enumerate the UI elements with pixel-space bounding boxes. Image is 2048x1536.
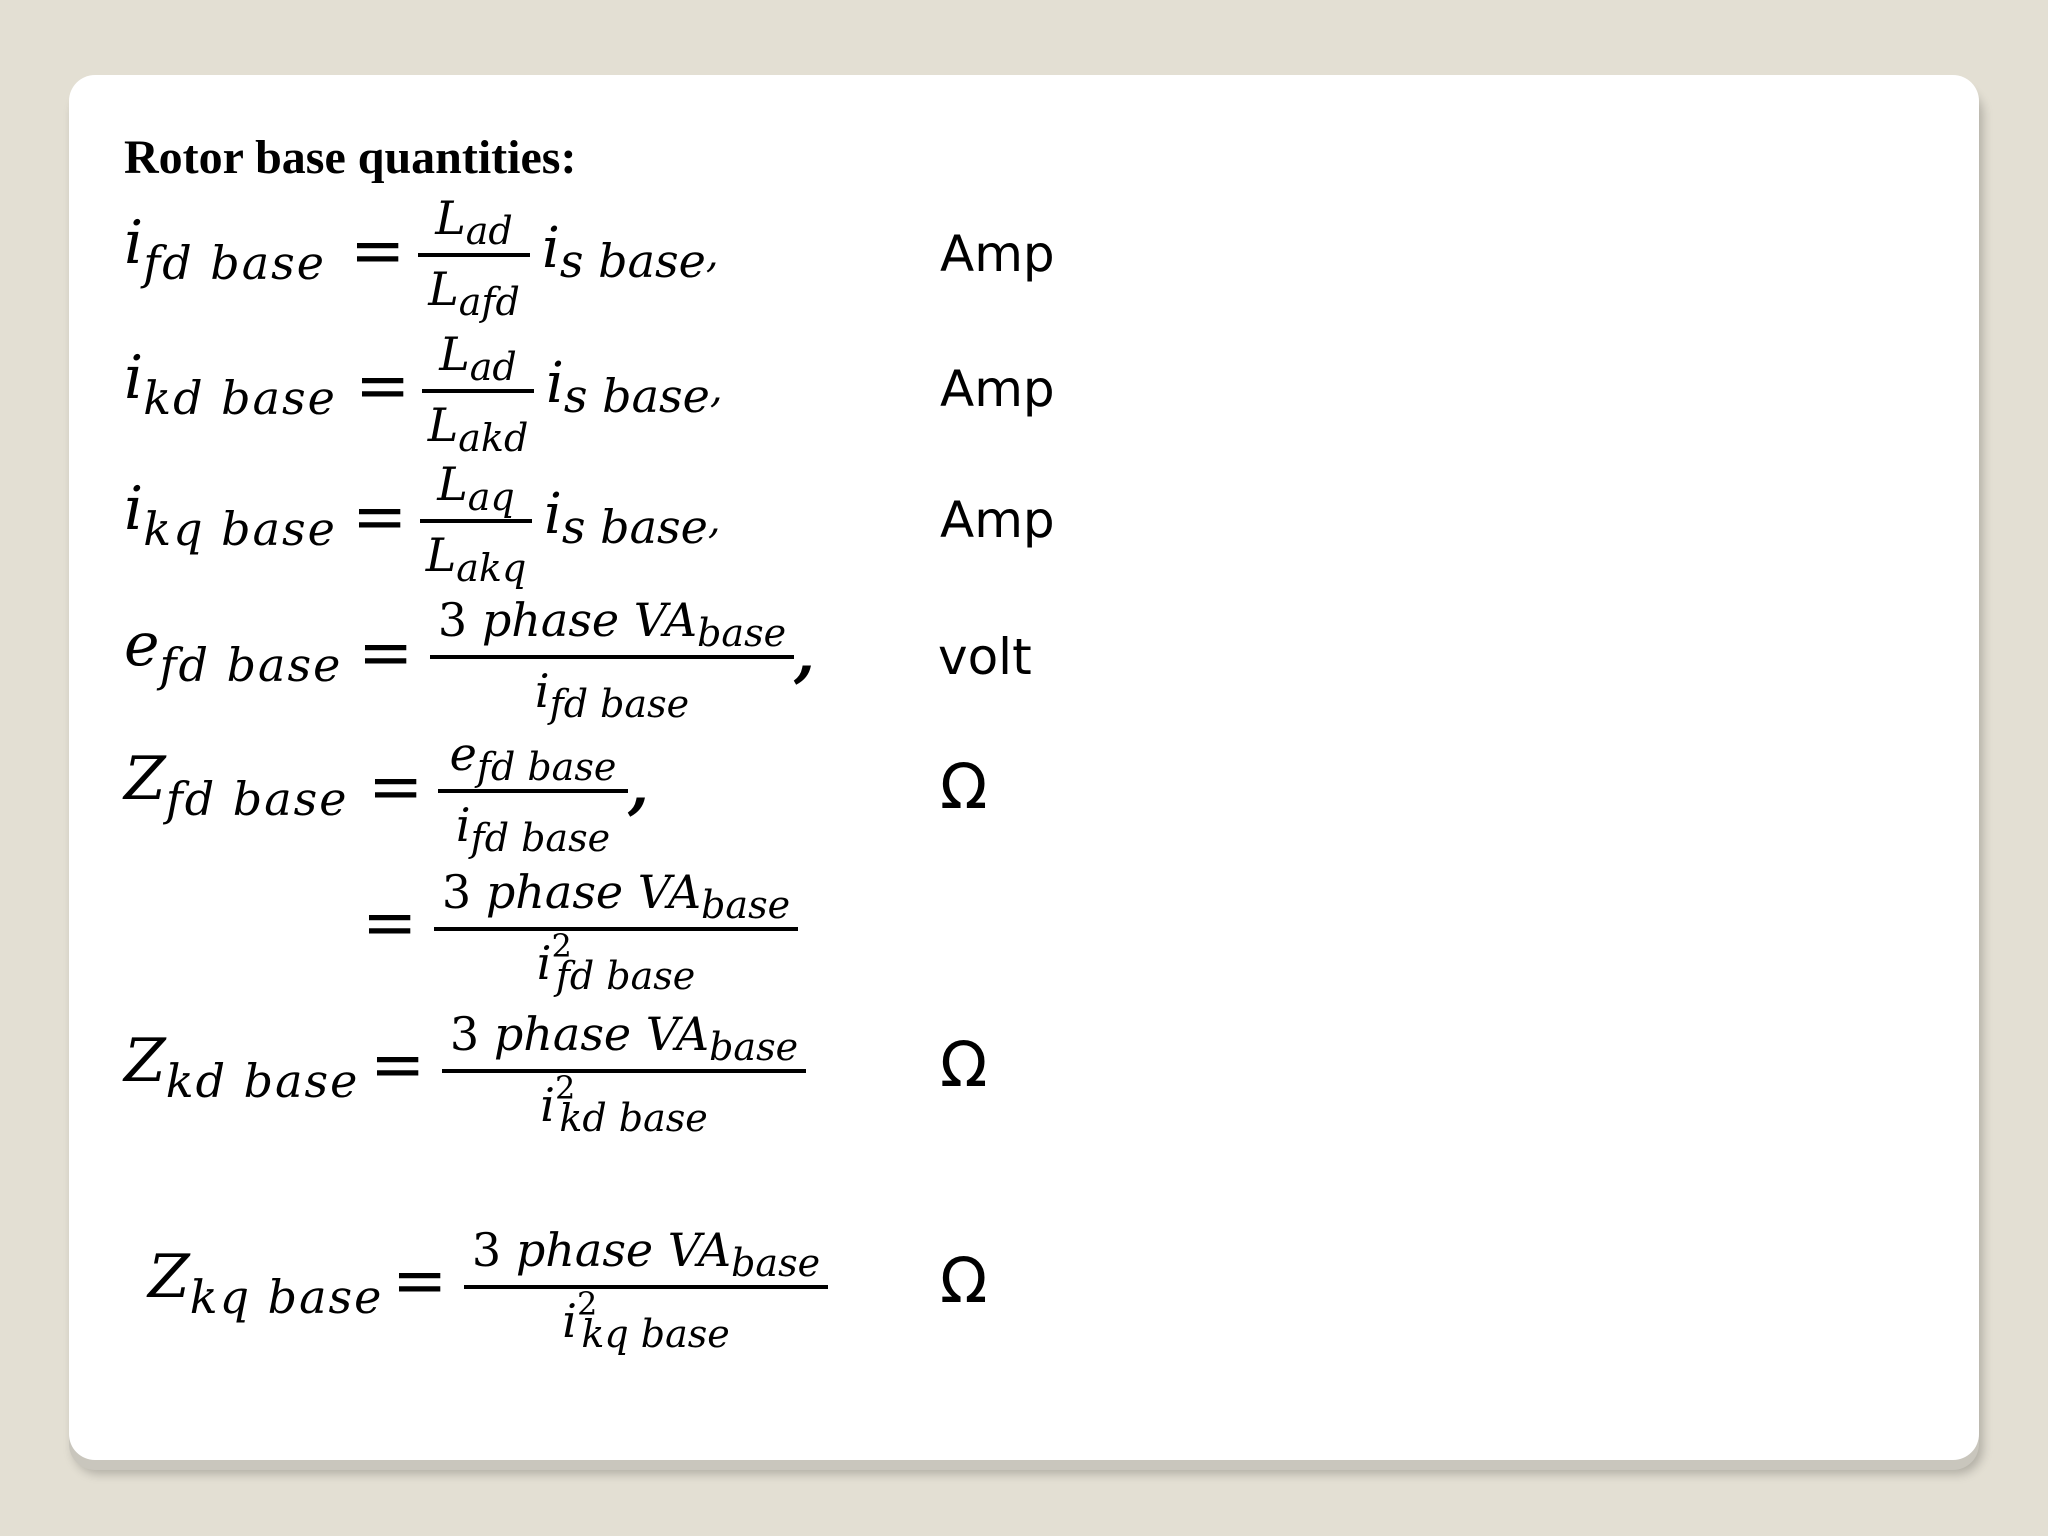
fraction-bar <box>422 389 534 393</box>
fraction-lad-over-lakd: $L_{ad}$ $L_{akd}$ <box>422 326 534 456</box>
fraction-3phase-va-over-ifd-squared: 3 phase $VA_{base}$ $i^2_{fd base}$ <box>434 864 798 996</box>
equals-sign: = <box>370 1026 426 1103</box>
lhs-zfd-base: Zfd base <box>124 744 349 826</box>
equals-sign: = <box>350 212 406 289</box>
equals-sign: = <box>362 884 418 961</box>
unit-label: Amp <box>940 360 1055 418</box>
unit-label: Ω <box>940 750 988 823</box>
lhs-ifd-base: ifd base <box>124 208 326 290</box>
unit-label: volt <box>938 628 1032 686</box>
unit-label: Ω <box>940 1244 988 1317</box>
fraction-3phase-va-over-ifd: 3 phase $VA_{base}$ $i_{fd base}$ <box>430 592 794 722</box>
fraction-3phase-va-over-ikq-squared: 3 phase $VA_{base}$ $i^2_{kq base}$ <box>464 1222 828 1354</box>
lhs-zkd-base: Zkd base <box>124 1026 360 1108</box>
lhs-ikq-base: ikq base <box>124 474 337 556</box>
unit-label: Ω <box>940 1028 988 1101</box>
fraction-bar <box>420 519 532 523</box>
lhs-ikd-base: ikd base <box>124 343 337 425</box>
trailing-comma: , <box>794 620 815 690</box>
equals-sign: = <box>358 614 414 691</box>
fraction-lad-over-lafd: $L_{ad}$ $L_{afd}$ <box>418 190 530 320</box>
fraction-3phase-va-over-ikd-squared: 3 phase $VA_{base}$ $i^2_{kd base}$ <box>442 1006 806 1138</box>
fraction-laq-over-lakq: $L_{aq}$ $L_{akq}$ <box>420 456 532 586</box>
unit-label: Amp <box>940 225 1055 283</box>
fraction-bar <box>430 655 794 659</box>
fraction-bar <box>438 789 628 793</box>
slide-heading: Rotor base quantities: <box>124 131 577 184</box>
is-base-term: is base, <box>546 351 723 423</box>
equals-sign: = <box>368 748 424 825</box>
is-base-term: is base, <box>544 482 721 554</box>
fraction-bar <box>418 253 530 257</box>
fraction-efd-over-ifd: $e_{fd base}$ $i_{fd base}$ <box>438 726 628 856</box>
unit-label: Amp <box>940 491 1055 549</box>
equals-sign: = <box>392 1242 448 1319</box>
fraction-bar <box>464 1285 828 1289</box>
lhs-efd-base: efd base <box>124 610 343 692</box>
is-base-term: is base, <box>542 216 719 288</box>
trailing-comma: , <box>628 752 649 822</box>
equals-sign: = <box>355 347 411 424</box>
fraction-bar <box>442 1069 806 1073</box>
lhs-zkq-base: Zkq base <box>148 1242 384 1324</box>
fraction-bar <box>434 927 798 931</box>
equals-sign: = <box>352 478 408 555</box>
